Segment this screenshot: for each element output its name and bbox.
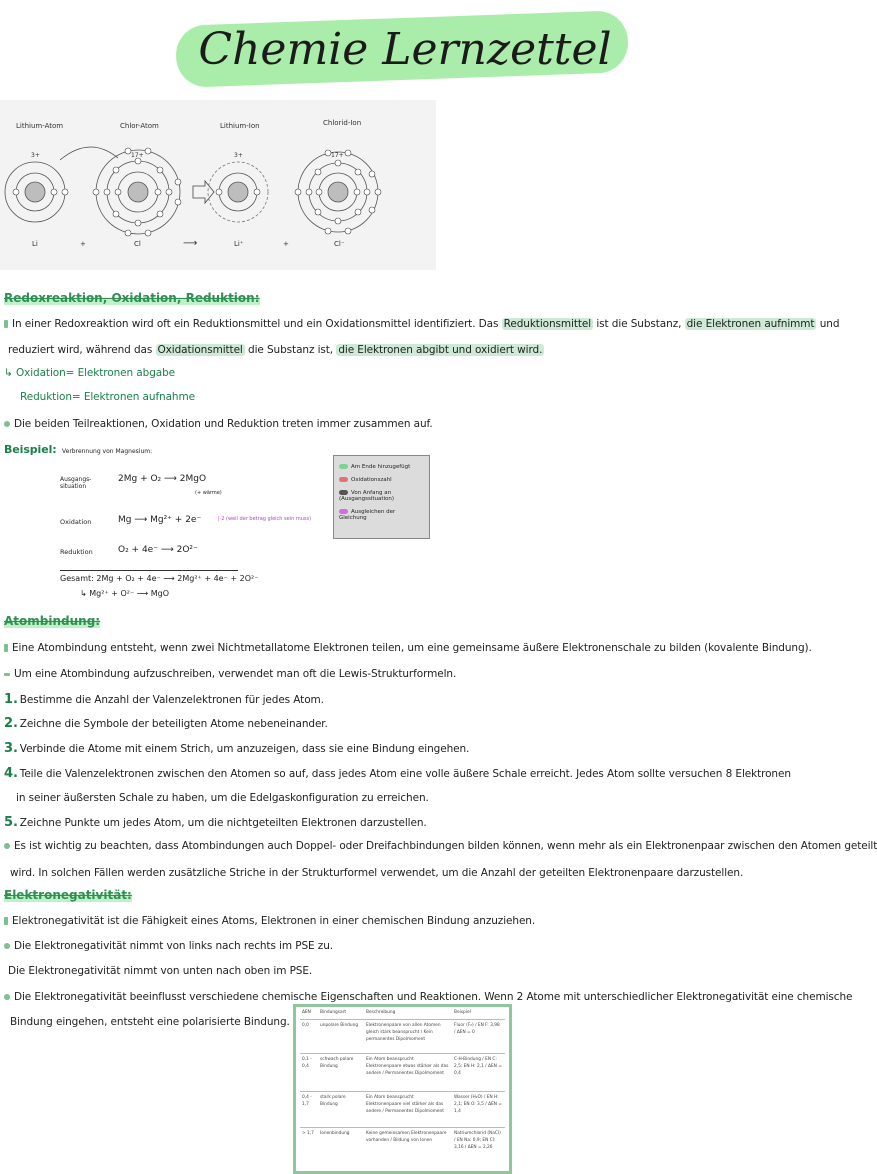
redox-line-1: In einer Redoxreaktion wird oft ein Reduktionsmittel und ein Oxidationsmittel identifiziert. Das Reduktionsmittel ist die Substanz, die Elektronen aufnimmt und [4,318,839,330]
table-cell: stark polare Bindung [320,1095,346,1107]
color-legend [333,455,430,539]
atom-label-chlor-atom: Chlor-Atom [120,122,159,130]
atom-shells-svg [0,130,436,250]
section-heading-en: Elektronegativität: [4,888,132,902]
en-line-4: Die Elektronegativität beeinflusst verschiedene chemische Eigenschaften und Reaktionen. Wenn 2 Atome mit unterschiedlicher Elektronegativität eine chemische [4,991,852,1003]
atom-label-chlorid-ion: Chlorid-Ion [323,119,362,127]
title-block [170,4,640,86]
note-line-1: Es ist wichtig zu beachten, dass Atombindungen auch Doppel- oder Dreifachbindungen bilden können, wenn mehr als ein Elektronenpaar zwischen den Atomen geteilt [4,840,877,852]
step-2: 2. Zeichne die Symbole der beteiligten Atome nebeneinander. [4,716,328,731]
table-cell: Ionenbindung [320,1131,350,1136]
equation-2: Mg ⟶ Mg²⁺ + 2e⁻ [118,515,202,525]
table-row [300,1091,505,1092]
equation-2-note: |·2 (weil der betrag gleich sein muss) [218,516,312,522]
atombindung-line-1: Eine Atombindung entsteht, wenn zwei Nichtmetallatome Elektronen teilen, um eine gemeinsame äußere Elektronenschale zu bilden (kovalente Bindung). [4,642,812,654]
chlorid-ion-shells [295,150,381,234]
en-line-5: Bindung eingehen, entsteht eine polarisierte Bindung. [10,1016,290,1028]
oxidation-label: Oxidation [60,518,92,526]
atom-diagram [0,100,436,270]
equation-gesamt: Gesamt: 2Mg + O₂ + 4e⁻ ⟶ 2Mg²⁺ + 4e⁻ + 2O²⁻ [60,574,259,583]
section-heading-redox: Redoxreaktion, Oxidation, Reduktion: [4,291,260,305]
page-title: Chemie Lernzettel [198,24,612,75]
symbol-cl: Cl [134,240,141,248]
lithium-ion-shells [208,162,268,222]
reduktion-label: Reduktion [60,548,93,556]
chlor-atom-shells [93,148,181,236]
table-header-art: Bindungsart [320,1010,347,1015]
table-cell: 0,4 - 1,7 [302,1095,312,1107]
table-cell: Ein Atom beansprucht Elektronenpaare etwas stärker als das andere / Permanentes Dipolmoment [366,1057,449,1076]
table-header-beschreibung: Beschreibung [366,1010,396,1015]
section-heading-atombindung: Atombindung: [4,614,101,628]
table-header-den: ΔEN [302,1010,311,1015]
reaction-arrow-icon [193,181,214,203]
equation-divider [60,570,238,571]
table-row [300,1127,505,1128]
table-cell: Keine gemeinsamen Elektronenpaare vorhanden / Bildung von Ionen [366,1131,447,1143]
symbol-li: Li [32,240,38,248]
atom-label-lithium-atom: Lithium-Atom [16,122,64,130]
ausgang-label: Ausgangs-situation [60,476,92,490]
equation-3: O₂ + 4e⁻ ⟶ 2O²⁻ [118,545,198,555]
symbol-plus: + [80,240,86,248]
table-cell: Fluor (F₂) / EN F: 3,98 / ΔEN = 0 [454,1023,500,1035]
legend-item-added: Am Ende hinzugefügt [339,464,410,470]
transfer-arrow [60,147,118,160]
nucleus-li-ion: 3+ [234,152,243,159]
legend-item-oxzahl: Oxidationszahl [339,477,392,483]
table-cell: Elektronenpaare von allen Atomen gleich stark beansprucht / Kein permanentes Dipolmoment [366,1023,441,1042]
step-5: 5. Zeichne Punkte um jedes Atom, um die nichtgeteilten Elektronen darzustellen. [4,815,427,830]
table-cell: Natriumchlorid (NaCl) / EN Na: 0,9; EN Cl: 3,16 / ΔEN = 2,26 [454,1131,501,1150]
atombindung-line-2: Um eine Atombindung aufzuschreiben, verwendet man oft die Lewis-Strukturformeln. [4,668,456,680]
nucleus-li: 3+ [31,152,40,159]
table-header-beispiel: Beispiel [454,1010,471,1015]
nucleus-cl: 17+ [131,152,144,159]
equation-1-note: (+ wärme) [195,490,222,496]
equation-4: ↳ Mg²⁺ + O²⁻ ⟶ MgO [80,589,170,598]
step-4-continued: in seiner äußersten Schale zu haben, um die Edelgaskonfiguration zu erreichen. [16,792,429,804]
en-table [293,1004,512,1174]
table-cell: unpolare Bindung [320,1023,359,1028]
table-row [300,1053,505,1054]
oxidation-definition: ↳ Oxidation= Elektronen abgabe [4,367,176,379]
legend-item-balance: Ausgleichen der Gleichung [339,509,396,521]
symbol-li-ion: Li⁺ [234,240,244,248]
table-cell: 0,0 [302,1023,309,1028]
redox-both-line: Die beiden Teilreaktionen, Oxidation und Reduktion treten immer zusammen auf. [4,418,433,430]
step-3: 3. Verbinde die Atome mit einem Strich, um anzuzeigen, dass sie eine Bindung eingehen. [4,741,470,756]
en-line-1: Elektronegativität ist die Fähigkeit eines Atoms, Elektronen in einer chemischen Bindung anzuziehen. [4,915,535,927]
table-cell: > 1,7 [302,1131,314,1136]
symbol-cl-ion: Cl⁻ [334,240,345,248]
reduktion-definition: Reduktion= Elektronen aufnahme [20,391,195,403]
table-cell: 0,1 - 0,4 [302,1057,312,1069]
redox-line-2: reduziert wird, während das Oxidationsmittel die Substanz ist, die Elektronen abgibt und oxidiert wird. [8,344,543,356]
symbol-arrow: ⟶ [183,238,198,249]
equation-1: 2Mg + O₂ ⟶ 2MgO [118,474,207,484]
symbol-plus-2: + [283,240,289,248]
table-cell: Wasser (H₂O) / EN H: 2,1; EN O: 3,5 / ΔEN = 1,4 [454,1095,502,1114]
note-line-2: wird. In solchen Fällen werden zusätzliche Striche in der Strukturformel verwendet, um die Anzahl der geteilten Elektronenpaare darzustellen. [10,867,744,879]
lithium-atom-shells [5,162,68,222]
table-cell: Ein Atom beansprucht Elektronenpaare viel stärker als das andere / Permanentes Dipolmoment [366,1095,444,1114]
nucleus-cl-ion: 17+ [331,152,344,159]
atom-label-lithium-ion: Lithium-Ion [220,122,260,130]
table-cell: schwach polare Bindung [320,1057,354,1069]
step-1: 1. Bestimme die Anzahl der Valenzelektronen für jedes Atom. [4,692,324,707]
table-row [300,1019,505,1020]
step-4: 4. Teile die Valenzelektronen zwischen den Atomen so auf, dass jedes Atom eine volle äußere Schale erreicht. Jedes Atom sollte versuchen 8 Elektronen [4,766,791,781]
table-cell: C-H-Bindung / EN C: 2,5; EN H: 2,1 / ΔEN = 0,4 [454,1057,502,1076]
en-line-3: Die Elektronegativität nimmt von unten nach oben im PSE. [8,965,313,977]
example-title: Verbrennung von Magnesium: [62,448,153,455]
en-line-2: Die Elektronegativität nimmt von links nach rechts im PSE zu. [4,940,333,952]
legend-item-start: Von Anfang an (Ausgangssituation) [339,490,395,502]
example-label: Beispiel: [4,443,57,456]
